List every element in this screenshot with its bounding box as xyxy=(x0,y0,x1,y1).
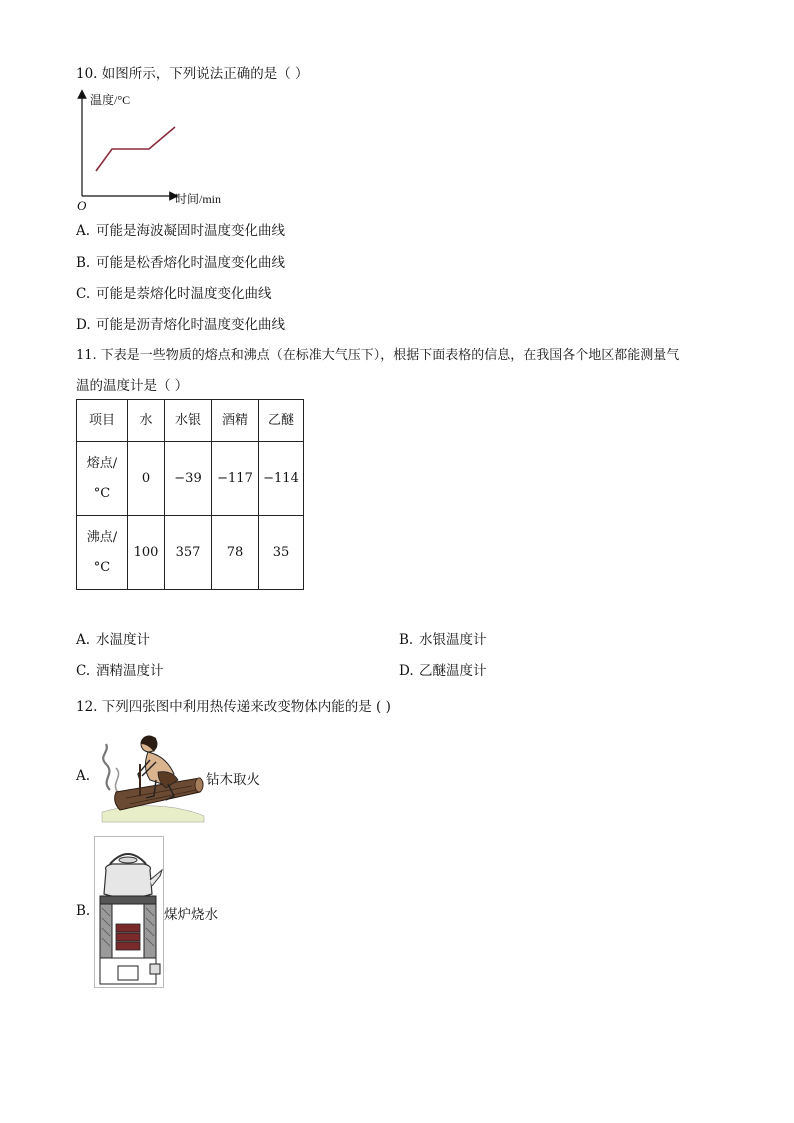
table-cell: −117 xyxy=(212,442,259,516)
question-11-stem-line1: 11. 下表是一些物质的熔点和沸点（在标准大气压下），根据下面表格的信息，在我国各个地区都能测量气 xyxy=(76,348,680,363)
kettle-lid xyxy=(119,857,137,863)
row-label-line: °C xyxy=(93,559,111,575)
row-label-cell xyxy=(77,442,128,516)
table-cell: 100 xyxy=(128,516,165,590)
table-cell: 78 xyxy=(212,516,259,590)
stove-top xyxy=(100,896,156,904)
option-letter: C. xyxy=(76,663,91,679)
option-letter: D. xyxy=(399,663,414,679)
q12-option-a-letter[interactable]: A. xyxy=(76,768,91,784)
q11-option-c[interactable] xyxy=(76,659,164,679)
vent-pipe xyxy=(150,964,160,974)
table-row xyxy=(77,516,304,590)
option-text: 可能是沥青熔化时温度变化曲线 xyxy=(96,317,285,333)
option-letter: D. xyxy=(76,317,91,333)
smoke xyxy=(115,768,118,792)
table-cell: −39 xyxy=(165,442,212,516)
option-text: 可能是海波凝固时温度变化曲线 xyxy=(96,223,285,239)
q11-option-d[interactable] xyxy=(399,659,487,679)
question-10-stem: 10. 如图所示，下列说法正确的是（ ） xyxy=(76,66,309,82)
option-letter: B. xyxy=(399,632,414,648)
table-header-row xyxy=(77,400,304,442)
option-text: 水温度计 xyxy=(96,632,150,648)
table-header-cell: 项目 xyxy=(77,400,128,442)
table-header-cell: 乙醚 xyxy=(259,400,304,442)
table-header-cell: 水 xyxy=(128,400,165,442)
table-cell: 0 xyxy=(128,442,165,516)
q10-option-d[interactable] xyxy=(76,313,285,333)
coal xyxy=(116,942,140,950)
option-letter: C. xyxy=(76,286,91,302)
option-letter: A. xyxy=(76,223,91,239)
ground xyxy=(102,806,204,822)
option-letter: B. xyxy=(76,255,91,271)
table-row xyxy=(77,442,304,516)
q10-option-c[interactable] xyxy=(76,282,272,302)
coal xyxy=(116,933,140,941)
q10-option-b[interactable] xyxy=(76,251,285,271)
table-cell: 357 xyxy=(165,516,212,590)
option-text: 可能是萘熔化时温度变化曲线 xyxy=(96,286,272,302)
q12-option-b-letter[interactable]: B. xyxy=(76,903,91,919)
option-text: 可能是松香熔化时温度变化曲线 xyxy=(96,255,285,271)
option-text: 水银温度计 xyxy=(419,632,487,648)
row-label-line: °C xyxy=(93,485,111,501)
origin-label: O xyxy=(77,198,87,212)
table-header-cell: 水银 xyxy=(165,400,212,442)
q12-option-b-caption: 煤炉烧水 xyxy=(164,907,218,923)
drilling-wood-fire-illustration xyxy=(96,730,206,825)
x-axis-label: 时间/min xyxy=(175,192,222,206)
table-header-cell: 酒精 xyxy=(212,400,259,442)
option-text: 乙醚温度计 xyxy=(419,663,487,679)
row-label-cell xyxy=(77,516,128,590)
row-label-line: 沸点/ xyxy=(86,529,118,545)
melting-boiling-table xyxy=(76,399,304,590)
coal-stove-kettle-illustration xyxy=(94,836,164,988)
option-text: 酒精温度计 xyxy=(96,663,164,679)
temperature-curve xyxy=(96,127,175,171)
option-letter: A. xyxy=(76,632,91,648)
q11-option-b[interactable] xyxy=(399,628,487,648)
kettle-body xyxy=(104,864,152,898)
coal xyxy=(116,924,140,932)
y-axis-label: 温度/°C xyxy=(90,93,131,107)
temperature-time-graph xyxy=(74,88,244,212)
smoke xyxy=(103,744,110,790)
log-end xyxy=(195,778,203,792)
q11-option-a[interactable] xyxy=(76,628,150,648)
q10-option-a[interactable] xyxy=(76,219,285,239)
table-cell: −114 xyxy=(259,442,304,516)
question-11-stem-line2: 温的温度计是（ ） xyxy=(76,378,189,394)
table-cell: 35 xyxy=(259,516,304,590)
q12-option-a-caption: 钻木取火 xyxy=(206,772,260,788)
question-12-stem: 12. 下列四张图中利用热传递来改变物体内能的是 ( ) xyxy=(76,699,391,715)
row-label-line: 熔点/ xyxy=(86,455,118,471)
ash-door xyxy=(118,966,138,980)
